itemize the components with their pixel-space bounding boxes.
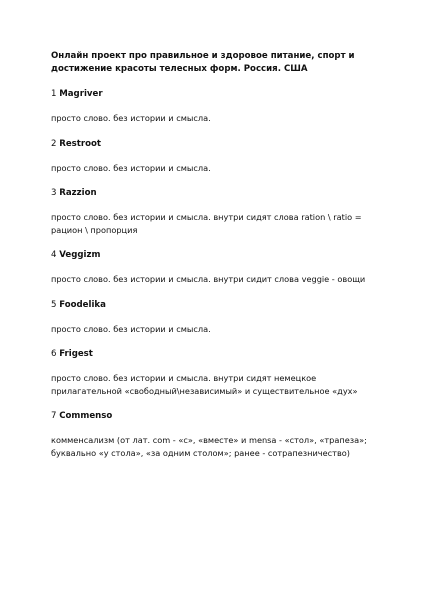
entry-description: просто слово. без истории и смысла. внутри сидят слова ration \ ratio = рацион \ пропорция (51, 212, 362, 235)
entry-heading (51, 299, 381, 311)
entry-description: комменсализм (от лат. com - «с», «вместе» и mensa - «стол», «трапеза»; буквально «у стола», «за одним столом»; ранее - сотрапезничество) (51, 435, 367, 458)
entry-3 (51, 187, 381, 236)
entry-5 (51, 299, 381, 336)
entry-name: Foodelika (59, 299, 106, 310)
entry-name: Veggizm (59, 250, 101, 260)
entry-7 (51, 410, 381, 459)
entry-2 (51, 138, 381, 175)
entry-description: просто слово. без истории и смысла. внутри сидит слова veggie - овощи (51, 274, 366, 284)
entry-number: 3 (51, 188, 57, 198)
entry-heading (51, 138, 381, 150)
document-page (51, 50, 381, 472)
entry-description: просто слово. без истории и смысла. (51, 323, 211, 334)
entry-name: Frigest (59, 349, 93, 359)
entry-number: 4 (51, 250, 57, 260)
entry-description: просто слово. без истории и смысла. внутри сидят немецкое прилагательной «свободный\независимый» и существительное «дух» (51, 373, 358, 396)
entry-1 (51, 88, 381, 125)
entry-number: 5 (51, 299, 57, 310)
entry-number: 1 (51, 89, 57, 99)
entry-heading (51, 410, 381, 422)
entry-heading (51, 88, 381, 100)
entry-heading (51, 187, 381, 199)
entry-name: Commenso (59, 411, 113, 421)
entry-description: просто слово. без истории и смысла. (51, 162, 211, 173)
entry-heading (51, 348, 381, 360)
entry-4 (51, 249, 381, 286)
document-title: Онлайн проект про правильное и здоровое питание, спорт и достижение красоты телесных форм. Россия. США (51, 51, 355, 74)
entry-heading (51, 249, 381, 261)
entry-number: 6 (51, 349, 57, 359)
entry-number: 2 (51, 138, 57, 149)
entry-number: 7 (51, 411, 57, 421)
entry-name: Razzion (59, 188, 97, 198)
entry-description: просто слово. без истории и смысла. (51, 113, 211, 123)
entry-6 (51, 348, 381, 397)
entry-name: Magriver (59, 89, 103, 99)
entry-name: Restroot (59, 138, 102, 149)
